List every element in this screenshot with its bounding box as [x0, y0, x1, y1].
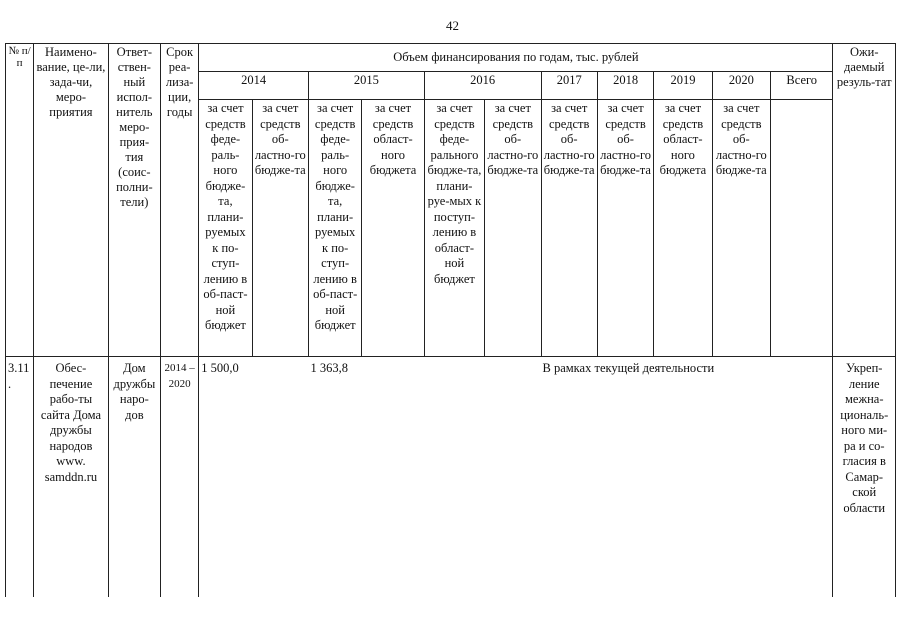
sub-total	[771, 100, 833, 357]
row-responsible: Дом дружбы наро-дов	[108, 357, 160, 597]
year-2017: 2017	[541, 72, 597, 100]
row-term: 2014 – 2020	[161, 357, 199, 597]
page-number: 42	[446, 18, 459, 33]
sub-2016-regional: за счет средств об-ластно-го бюдже-та	[485, 100, 541, 357]
row-value-2015: 1 363,8	[308, 357, 424, 597]
year-2020: 2020	[712, 72, 770, 100]
program-table	[5, 43, 896, 597]
year-2015: 2015	[308, 72, 424, 100]
sub-2017-regional: за счет средств об-ластно-го бюдже-та	[541, 100, 597, 357]
sub-2020-regional: за счет средств об-ластно-го бюдже-та	[712, 100, 770, 357]
header-term: Срок реа-лиза-ции, годы	[161, 44, 199, 357]
sub-2018-regional: за счет средств об-ластно-го бюдже-та	[597, 100, 653, 357]
sub-2014-federal: за счет средств феде-раль-ного бюдже-та, плани-руемых к по-ступ-лению в об-паст-ной бюджет	[199, 100, 252, 357]
row-name: Обес-печение рабо-ты сайта Дома дружбы народов www. samddn.ru	[34, 357, 108, 597]
row-result: Укреп-ление межна-циональ-ного ми-ра и со-гласия в Самар-ской области	[833, 357, 896, 597]
year-total: Всего	[771, 72, 833, 100]
header-responsible: Ответ-ствен-ный испол-нитель меро-прия-тия (соис-полни-тели)	[108, 44, 160, 357]
header-num: № п/п	[6, 44, 34, 357]
sub-2019-regional: за счет средств област-ного бюджета	[654, 100, 712, 357]
year-2014: 2014	[199, 72, 309, 100]
year-2019: 2019	[654, 72, 712, 100]
header-funding: Объем финансирования по годам, тыс. рублей	[199, 44, 833, 72]
sub-2016-federal: за счет средств феде-рального бюдже-та, плани-руе-мых к поступ-лению в област-ной бюджет	[424, 100, 484, 357]
row-note: В рамках текущей деятельности	[424, 357, 833, 597]
year-2018: 2018	[597, 72, 653, 100]
sub-2015-regional: за счет средств област-ного бюджета	[362, 100, 424, 357]
header-name: Наимено-вание, це-ли, зада-чи, меро-приятия	[34, 44, 108, 357]
row-value-2014: 1 500,0	[199, 357, 309, 597]
sub-2014-regional: за счет средств об-ластно-го бюдже-та	[252, 100, 308, 357]
header-result: Ожи-даемый резуль-тат	[833, 44, 896, 357]
sub-2015-federal: за счет средств феде-раль-ного бюдже-та, плани-руемых к по-ступ-лению в об-паст-ной бюджет	[308, 100, 361, 357]
row-number: 3.11.	[6, 357, 34, 597]
year-2016: 2016	[424, 72, 541, 100]
